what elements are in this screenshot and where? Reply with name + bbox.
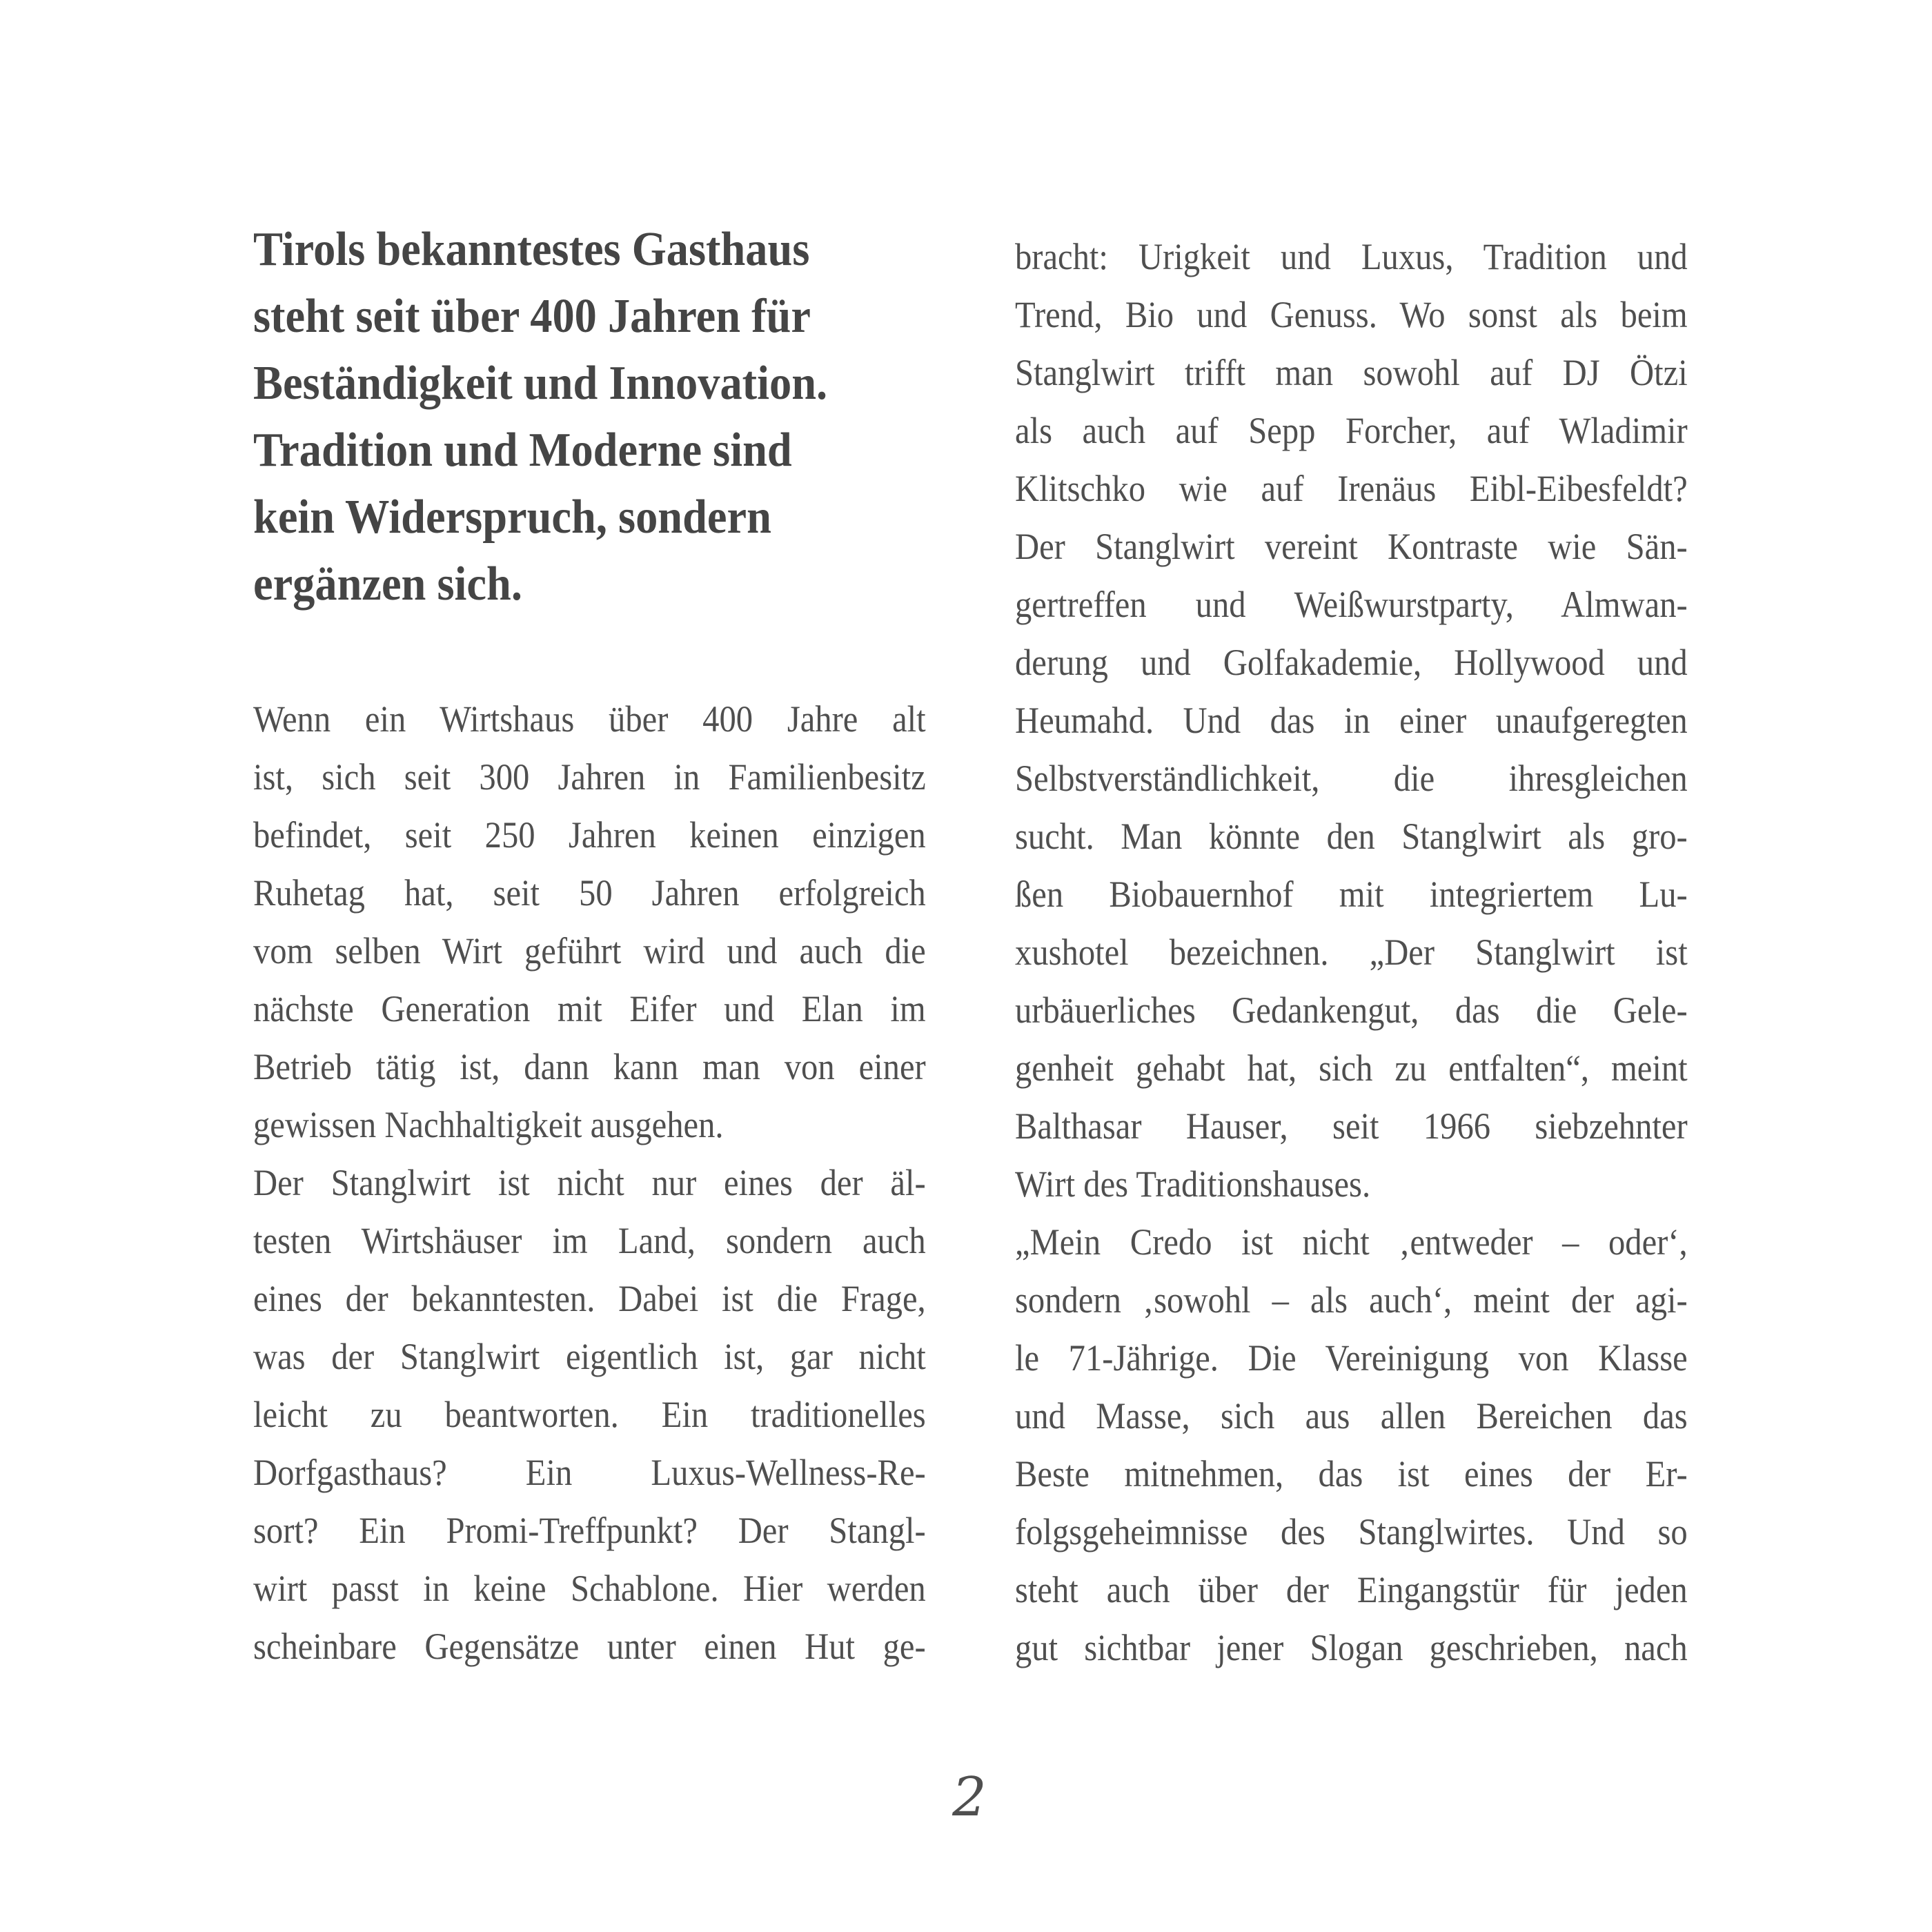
text-line: Wirt des Traditionshauses.: [1015, 1163, 1371, 1205]
text-line: Balthasar Hauser, seit 1966 siebzehnter: [1015, 1105, 1688, 1147]
body-text-right-column: [1015, 228, 1688, 1677]
text-line: Beste mitnehmen, das ist eines der Er-: [1015, 1453, 1688, 1495]
text-line: Selbstverständlichkeit, die ihresgleichen: [1015, 758, 1688, 799]
text-line: Ruhetag hat, seit 50 Jahren erfolgreich: [253, 872, 926, 914]
article-headline: [253, 216, 827, 618]
text-line: Dorfgasthaus? Ein Luxus-Wellness-Re-: [253, 1452, 926, 1493]
text-line: Stanglwirt trifft man sowohl auf DJ Ötzi: [1015, 352, 1688, 393]
text-line: ergänzen sich.: [253, 558, 522, 611]
text-line: sucht. Man könnte den Stanglwirt als gro-: [1015, 816, 1688, 857]
text-line: als auch auf Sepp Forcher, auf Wladimir: [1015, 410, 1688, 451]
text-line: genheit gehabt hat, sich zu entfalten“, meint: [1015, 1047, 1688, 1089]
text-line: testen Wirtshäuser im Land, sondern auch: [253, 1220, 926, 1261]
text-line: Der Stanglwirt ist nicht nur eines der äl-: [253, 1162, 926, 1203]
text-line: „Mein Credo ist nicht ‚entweder – oder‘,: [1015, 1221, 1688, 1263]
text-line: bracht: Urigkeit und Luxus, Tradition und: [1015, 236, 1688, 277]
text-line: gut sichtbar jener Slogan geschrieben, nach: [1015, 1627, 1688, 1668]
text-line: befindet, seit 250 Jahren keinen einzigen: [253, 814, 926, 856]
text-line: Trend, Bio und Genuss. Wo sonst als beim: [1015, 294, 1688, 335]
text-line: nächste Generation mit Eifer und Elan im: [253, 988, 926, 1029]
text-line: und Masse, sich aus allen Bereichen das: [1015, 1395, 1688, 1437]
text-line: gewissen Nachhaltigkeit ausgehen.: [253, 1104, 724, 1145]
text-line: urbäuerliches Gedankengut, das die Gele-: [1015, 989, 1688, 1031]
text-line: kein Widerspruch, sondern: [253, 491, 771, 544]
text-line: Betrieb tätig ist, dann kann man von einer: [253, 1046, 926, 1087]
text-line: ßen Biobauernhof mit integriertem Lu-: [1015, 874, 1688, 915]
text-line: scheinbare Gegensätze unter einen Hut ge-: [253, 1626, 926, 1667]
text-line: Der Stanglwirt vereint Kontraste wie Sän-: [1015, 526, 1688, 567]
text-line: vom selben Wirt geführt wird und auch die: [253, 930, 926, 972]
text-line: steht seit über 400 Jahren für: [253, 290, 811, 343]
text-line: Heumahd. Und das in einer unaufgeregten: [1015, 700, 1688, 741]
text-line: derung und Golfakademie, Hollywood und: [1015, 642, 1688, 683]
text-line: Tirols bekanntestes Gasthaus: [253, 223, 810, 276]
text-line: sort? Ein Promi-Treffpunkt? Der Stangl-: [253, 1510, 926, 1551]
text-line: Beständigkeit und Innovation.: [253, 357, 828, 410]
text-line: Tradition und Moderne sind: [253, 424, 792, 477]
text-line: sondern ‚sowohl – als auch‘, meint der agi-: [1015, 1279, 1688, 1321]
text-line: ist, sich seit 300 Jahren in Familienbesitz: [253, 756, 926, 798]
text-line: Wenn ein Wirtshaus über 400 Jahre alt: [253, 698, 926, 740]
text-line: Klitschko wie auf Irenäus Eibl-Eibesfeldt?: [1015, 468, 1688, 509]
text-line: leicht zu beantworten. Ein traditionelles: [253, 1394, 926, 1435]
text-line: folgsgeheimnisse des Stanglwirtes. Und so: [1015, 1511, 1688, 1552]
text-line: steht auch über der Eingangstür für jeden: [1015, 1569, 1688, 1610]
text-line: gertreffen und Weißwurstparty, Almwan-: [1015, 584, 1688, 625]
text-line: wirt passt in keine Schablone. Hier werden: [253, 1568, 926, 1609]
text-line: eines der bekanntesten. Dabei ist die Frage,: [253, 1278, 926, 1319]
text-line: xushotel bezeichnen. „Der Stanglwirt ist: [1015, 931, 1688, 973]
page-number: 2: [952, 1766, 987, 1828]
text-line: was der Stanglwirt eigentlich ist, gar nicht: [253, 1336, 926, 1377]
text-line: le 71-Jährige. Die Vereinigung von Klasse: [1015, 1337, 1688, 1379]
body-text-left-column: [253, 690, 926, 1675]
